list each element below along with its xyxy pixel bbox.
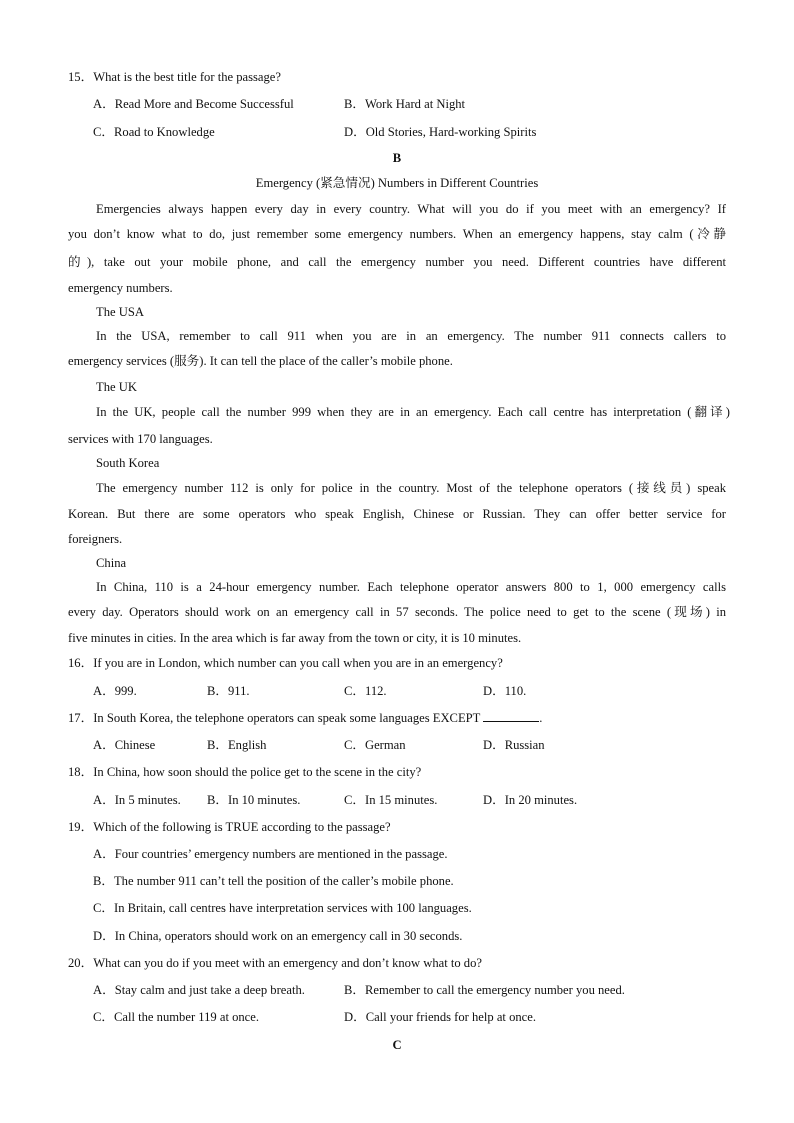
q19-option-d: D．In China, operators should work on an emergency call in 30 seconds. bbox=[93, 929, 463, 943]
korea-line-2: Korean. But there are some operators who speak English, Chinese or Russian. They can offer better service for bbox=[68, 507, 726, 521]
q20-option-b: B．Remember to call the emergency number you need. bbox=[344, 983, 625, 997]
q16-option-d: D．110. bbox=[483, 684, 527, 698]
q17-answer-blank bbox=[483, 710, 539, 722]
china-line-1: In China, 110 is a 24-hour emergency number. Each telephone operator answers 800 to 1, 000 emergency calls bbox=[96, 580, 726, 594]
q17-question: 17．In South Korea, the telephone operators can speak some languages EXCEPT . bbox=[68, 711, 543, 725]
q15-question: 15．What is the best title for the passage? bbox=[68, 70, 281, 84]
q18-question: 18．In China, how soon should the police get to the scene in the city? bbox=[68, 765, 422, 779]
q16-option-c: C．112. bbox=[344, 684, 387, 698]
q16-option-b: B．911. bbox=[207, 684, 250, 698]
korea-heading: South Korea bbox=[96, 456, 160, 470]
q17-option-b: B．English bbox=[207, 738, 267, 752]
china-line-3: five minutes in cities. In the area which is far away from the town or city, it is 10 minutes. bbox=[68, 631, 522, 645]
korea-line-3: foreigners. bbox=[68, 532, 123, 546]
q20-option-c: C．Call the number 119 at once. bbox=[93, 1010, 260, 1024]
q17-option-a: A．Chinese bbox=[93, 738, 156, 752]
usa-line-1: In the USA, remember to call 911 when you are in an emergency. The number 911 connects callers to bbox=[96, 329, 726, 343]
section-c-letter: C bbox=[392, 1038, 402, 1052]
intro-line-1: Emergencies always happen every day in every country. What will you do if you meet with an emergency? If bbox=[96, 202, 726, 216]
q18-option-b: B．In 10 minutes. bbox=[207, 793, 301, 807]
china-heading: China bbox=[96, 556, 127, 570]
q20-option-a: A．Stay calm and just take a deep breath. bbox=[93, 983, 305, 997]
q15-option-c: C．Road to Knowledge bbox=[93, 125, 215, 139]
q18-option-c: C．In 15 minutes. bbox=[344, 793, 438, 807]
q16-option-a: A．999. bbox=[93, 684, 137, 698]
intro-line-3: 的), take out your mobile phone, and call the emergency number you need. Different countries have different bbox=[68, 255, 726, 269]
korea-line-1: The emergency number 112 is only for police in the country. Most of the telephone operators (接线员) speak bbox=[96, 481, 726, 495]
q19-option-c: C．In Britain, call centres have interpretation services with 100 languages. bbox=[93, 901, 472, 915]
q19-option-b: B．The number 911 can’t tell the position of the caller’s mobile phone. bbox=[93, 874, 454, 888]
q18-option-d: D．In 20 minutes. bbox=[483, 793, 578, 807]
passage-title: Emergency (紧急情况) Numbers in Different Countries bbox=[255, 176, 539, 190]
usa-heading: The USA bbox=[96, 305, 144, 319]
q20-option-d: D．Call your friends for help at once. bbox=[344, 1010, 536, 1024]
q16-question: 16．If you are in London, which number can you call when you are in an emergency? bbox=[68, 656, 503, 670]
china-line-2: every day. Operators should work on an emergency call in 57 seconds. The police need to get to the scene (现场) in bbox=[68, 605, 726, 619]
q17-option-c: C．German bbox=[344, 738, 406, 752]
q17-option-d: D．Russian bbox=[483, 738, 545, 752]
q18-option-a: A．In 5 minutes. bbox=[93, 793, 181, 807]
uk-heading: The UK bbox=[96, 380, 137, 394]
uk-line-2: services with 170 languages. bbox=[68, 432, 213, 446]
q19-option-a: A．Four countries’ emergency numbers are mentioned in the passage. bbox=[93, 847, 448, 861]
uk-line-1: In the UK, people call the number 999 when they are in an emergency. Each call centre has interpretation (翻译) bbox=[96, 405, 730, 419]
usa-line-2: emergency services (服务). It can tell the place of the caller’s mobile phone. bbox=[68, 354, 453, 368]
q19-question: 19．Which of the following is TRUE according to the passage? bbox=[68, 820, 391, 834]
intro-line-4: emergency numbers. bbox=[68, 281, 173, 295]
intro-line-2: you don’t know what to do, just remember some emergency numbers. When an emergency happens, stay calm (冷静 bbox=[68, 227, 726, 241]
q15-option-b: B．Work Hard at Night bbox=[344, 97, 466, 111]
q15-option-d: D．Old Stories, Hard-working Spirits bbox=[344, 125, 537, 139]
q20-question: 20．What can you do if you meet with an emergency and don’t know what to do? bbox=[68, 956, 482, 970]
section-b-letter: B bbox=[392, 151, 402, 165]
q15-option-a: A．Read More and Become Successful bbox=[93, 97, 294, 111]
